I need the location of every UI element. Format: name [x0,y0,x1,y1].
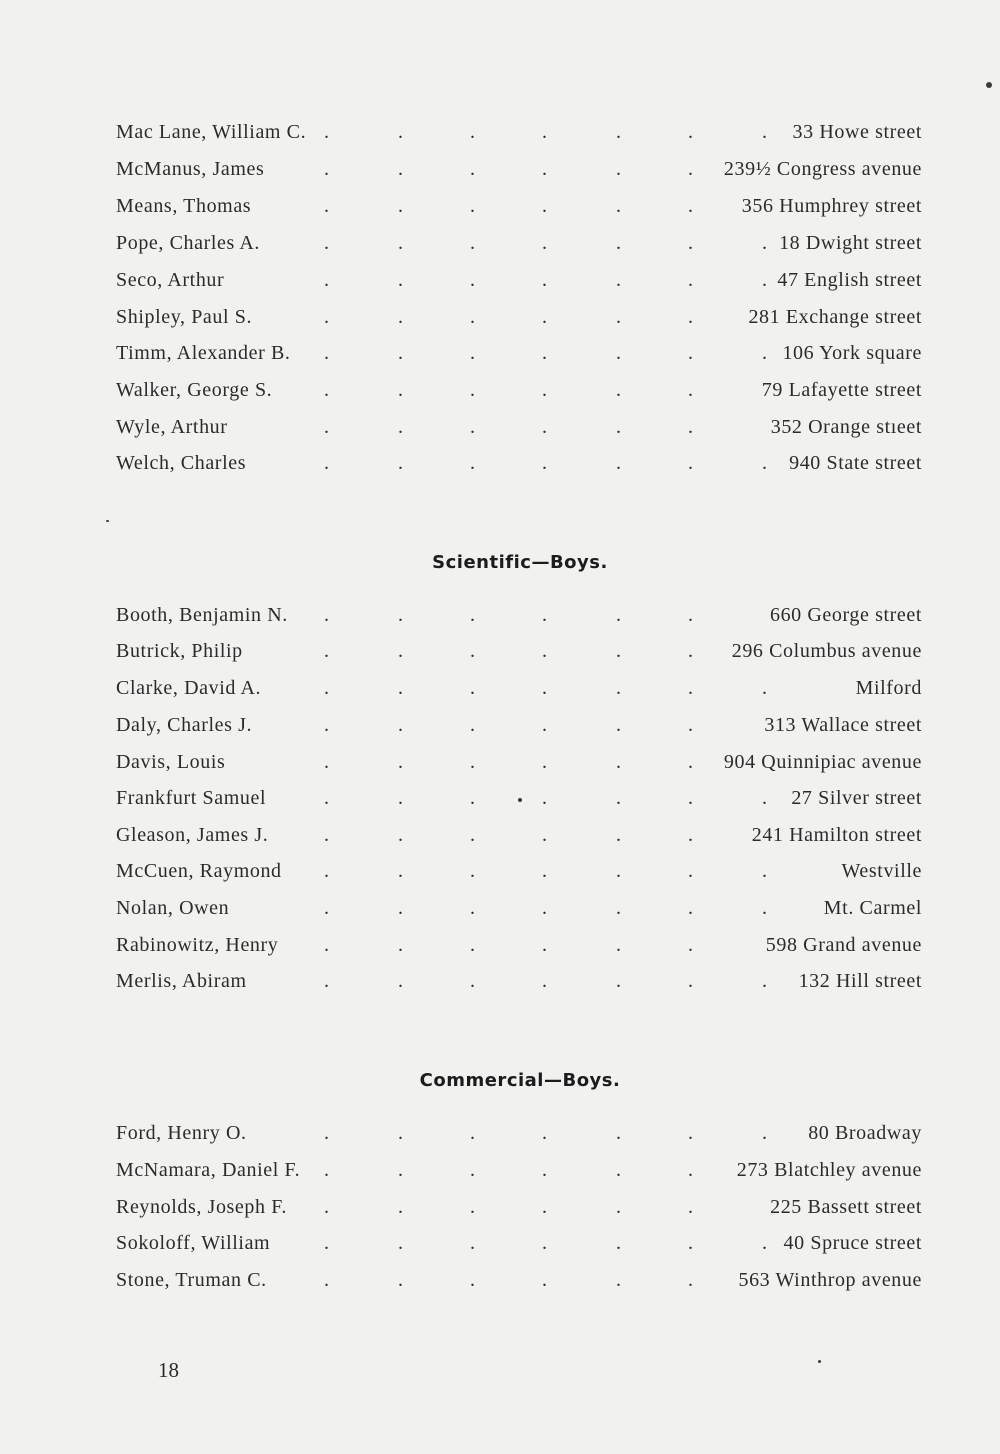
leader-dots [116,820,922,850]
student-name: Davis, Louis [116,751,226,773]
leader-dot: . [542,1196,548,1218]
directory-entry [116,893,922,923]
student-name: Walker, George S. [116,379,273,401]
leader-dot: . [616,824,622,846]
leader-dot: . [398,232,404,254]
leader-dot: . [542,232,548,254]
leader-dot: . [762,787,768,809]
leader-dots [116,265,922,295]
student-name: McManus, James [116,158,265,180]
leader-dots [116,893,922,923]
student-address: 352 Orange stıeet [770,416,922,438]
leader-dot: . [470,158,476,180]
leader-dot: . [542,342,548,364]
leader-dot: . [688,452,694,474]
leader-dot: . [616,970,622,992]
leader-dot: . [542,1159,548,1181]
leader-dot: . [688,677,694,699]
leader-dots [116,375,922,405]
student-name: Shipley, Paul S. [116,306,253,328]
leader-dot: . [398,121,404,143]
student-name: Nolan, Owen [116,897,230,919]
leader-dot: . [398,1232,404,1254]
leader-dot: . [542,677,548,699]
leader-dot: . [762,342,768,364]
leader-dot: . [398,970,404,992]
scan-speck [986,82,992,88]
leader-dot: . [688,269,694,291]
leader-dot: . [470,751,476,773]
leader-dot: . [398,1122,404,1144]
leader-dot: . [470,714,476,736]
leader-dot: . [616,379,622,401]
directory-entry [116,448,922,478]
leader-dot: . [470,677,476,699]
leader-dot: . [398,379,404,401]
leader-dot: . [398,416,404,438]
leader-dot: . [398,1269,404,1291]
leader-dot: . [542,121,548,143]
leader-dot: . [688,1159,694,1181]
leader-dot: . [542,452,548,474]
leader-dot: . [324,232,330,254]
leader-dot: . [688,158,694,180]
leader-dot: . [324,824,330,846]
leader-dot: . [616,1269,622,1291]
leader-dots [116,966,922,996]
directory-entry [116,228,922,258]
leader-dot: . [616,860,622,882]
leader-dot: . [398,195,404,217]
student-address: 660 George street [769,604,922,626]
leader-dot: . [762,1122,768,1144]
leader-dot: . [616,751,622,773]
leader-dot: . [470,1232,476,1254]
directory-entry [116,1228,922,1258]
section-heading: Scientific—Boys. [432,552,608,573]
leader-dot: . [470,195,476,217]
leader-dot: . [324,195,330,217]
directory-entry [116,636,922,666]
leader-dots [116,673,922,703]
leader-dot: . [398,751,404,773]
student-address: 225 Bassett street [770,1196,922,1218]
leader-dot: . [324,416,330,438]
student-address: 106 York square [782,342,922,364]
leader-dot: . [398,677,404,699]
leader-dot: . [688,640,694,662]
leader-dot: . [762,232,768,254]
leader-dot: . [688,787,694,809]
leader-dot: . [324,640,330,662]
leader-dot: . [542,934,548,956]
leader-dot: . [616,416,622,438]
leader-dots [116,302,922,332]
student-name: Rabinowitz, Henry [116,934,279,956]
leader-dot: . [762,897,768,919]
leader-dot: . [324,934,330,956]
leader-dot: . [470,1269,476,1291]
leader-dot: . [398,306,404,328]
leader-dot: . [542,860,548,882]
leader-dot: . [398,860,404,882]
directory-entry [116,856,922,886]
directory-entry [116,1118,922,1148]
leader-dots [116,1265,922,1295]
leader-dot: . [542,787,548,809]
leader-dot: . [398,897,404,919]
leader-dot: . [470,860,476,882]
student-name: McNamara, Daniel F. [116,1159,301,1181]
directory-entry [116,820,922,850]
leader-dot: . [616,232,622,254]
leader-dot: . [324,604,330,626]
leader-dot: . [470,787,476,809]
leader-dot: . [542,158,548,180]
leader-dot: . [688,824,694,846]
directory-entry [116,191,922,221]
leader-dot: . [398,934,404,956]
leader-dots [116,1192,922,1222]
leader-dot: . [470,640,476,662]
student-name: Frankfurt Samuel [116,787,267,809]
leader-dot: . [616,1159,622,1181]
leader-dot: . [470,379,476,401]
leader-dot: . [616,306,622,328]
student-name: Clarke, David A. [116,677,262,699]
leader-dot: . [324,677,330,699]
directory-entry [116,747,922,777]
leader-dot: . [688,1232,694,1254]
scan-speck [106,520,109,522]
leader-dot: . [324,342,330,364]
leader-dot: . [324,787,330,809]
student-address: 281 Exchange street [748,306,922,328]
student-name: Pope, Charles A. [116,232,261,254]
leader-dot: . [470,1122,476,1144]
student-name: Sokoloff, William [116,1232,271,1254]
leader-dot: . [542,195,548,217]
leader-dot: . [542,379,548,401]
leader-dots [116,154,922,184]
leader-dots [116,338,922,368]
leader-dot: . [398,452,404,474]
leader-dots [116,636,922,666]
directory-entry [116,966,922,996]
student-address: 18 Dwight street [779,232,922,254]
directory-entry [116,265,922,295]
leader-dot: . [470,342,476,364]
leader-dot: . [542,604,548,626]
leader-dot: . [616,714,622,736]
leader-dot: . [324,121,330,143]
directory-entry [116,302,922,332]
leader-dots [116,412,922,442]
scan-speck [518,798,522,802]
leader-dot: . [470,306,476,328]
leader-dot: . [688,195,694,217]
student-address: 40 Spruce street [783,1232,922,1254]
leader-dots [116,856,922,886]
leader-dots [116,117,922,147]
leader-dot: . [324,452,330,474]
leader-dot: . [616,604,622,626]
leader-dot: . [616,1122,622,1144]
leader-dot: . [616,640,622,662]
leader-dot: . [324,1269,330,1291]
leader-dot: . [688,379,694,401]
student-address: Milford [855,677,922,699]
leader-dot: . [616,452,622,474]
leader-dot: . [398,787,404,809]
student-name: Mac Lane, William C. [116,121,307,143]
leader-dot: . [616,897,622,919]
student-name: Welch, Charles [116,452,247,474]
student-name: McCuen, Raymond [116,860,282,882]
leader-dot: . [616,121,622,143]
student-name: Booth, Benjamin N. [116,604,288,626]
leader-dot: . [542,1122,548,1144]
leader-dot: . [688,1269,694,1291]
directory-entry [116,1155,922,1185]
leader-dot: . [762,269,768,291]
student-address: 940 State street [789,452,922,474]
leader-dot: . [324,379,330,401]
leader-dot: . [616,195,622,217]
directory-entry [116,1192,922,1222]
leader-dot: . [324,714,330,736]
directory-entry [116,412,922,442]
directory-entry [116,673,922,703]
leader-dot: . [398,158,404,180]
student-address: 47 English street [777,269,922,291]
student-address: Mt. Carmel [823,897,922,919]
leader-dot: . [616,1232,622,1254]
leader-dot: . [762,452,768,474]
leader-dot: . [398,640,404,662]
leader-dot: . [324,860,330,882]
leader-dots [116,1155,922,1185]
leader-dot: . [542,306,548,328]
student-address: 313 Wallace street [764,714,922,736]
leader-dots [116,747,922,777]
leader-dot: . [470,824,476,846]
leader-dots [116,191,922,221]
directory-entry [116,600,922,630]
student-address: 296 Columbus avenue [731,640,922,662]
leader-dot: . [324,306,330,328]
student-address: 563 Winthrop avenue [738,1269,922,1291]
student-address: 80 Broadway [808,1122,922,1144]
leader-dot: . [470,452,476,474]
leader-dot: . [398,342,404,364]
leader-dot: . [688,1122,694,1144]
leader-dot: . [688,1196,694,1218]
leader-dots [116,1118,922,1148]
section-heading: Commercial—Boys. [419,1070,621,1091]
directory-entry [116,338,922,368]
student-address: 239½ Congress avenue [723,158,922,180]
leader-dots [116,710,922,740]
student-name: Merlis, Abiram [116,970,247,992]
leader-dots [116,1228,922,1258]
leader-dot: . [616,342,622,364]
leader-dot: . [616,269,622,291]
student-name: Daly, Charles J. [116,714,253,736]
leader-dot: . [688,751,694,773]
student-name: Seco, Arthur [116,269,225,291]
student-name: Gleason, James J. [116,824,269,846]
leader-dot: . [542,897,548,919]
leader-dot: . [616,1196,622,1218]
leader-dot: . [324,269,330,291]
leader-dot: . [688,860,694,882]
leader-dot: . [542,416,548,438]
leader-dot: . [616,787,622,809]
directory-entry [116,1265,922,1295]
student-name: Butrick, Philip [116,640,243,662]
leader-dot: . [542,1269,548,1291]
leader-dot: . [470,269,476,291]
directory-entry [116,117,922,147]
leader-dot: . [542,970,548,992]
leader-dot: . [398,1196,404,1218]
leader-dot: . [398,714,404,736]
leader-dot: . [398,604,404,626]
student-address: 33 Howe street [792,121,922,143]
leader-dot: . [542,824,548,846]
page-number: 18 [158,1358,179,1382]
leader-dots [116,930,922,960]
directory-entry [116,154,922,184]
leader-dot: . [470,1159,476,1181]
student-address: 273 Blatchley avenue [736,1159,922,1181]
student-address: Westville [841,860,922,882]
leader-dot: . [324,970,330,992]
leader-dot: . [470,232,476,254]
leader-dot: . [762,677,768,699]
leader-dot: . [470,934,476,956]
student-name: Ford, Henry O. [116,1122,247,1144]
leader-dots [116,600,922,630]
leader-dot: . [470,604,476,626]
leader-dot: . [324,751,330,773]
leader-dot: . [688,232,694,254]
leader-dot: . [324,1122,330,1144]
leader-dot: . [470,970,476,992]
student-address: 132 Hill street [798,970,922,992]
directory-entry [116,930,922,960]
student-name: Timm, Alexander B. [116,342,291,364]
leader-dot: . [616,677,622,699]
leader-dot: . [542,751,548,773]
leader-dot: . [324,1196,330,1218]
leader-dot: . [688,121,694,143]
leader-dot: . [470,416,476,438]
leader-dot: . [398,824,404,846]
leader-dot: . [688,342,694,364]
leader-dot: . [542,714,548,736]
leader-dots [116,448,922,478]
scan-speck [818,1360,821,1363]
student-address: 904 Quinnipiac avenue [723,751,922,773]
directory-entry [116,375,922,405]
leader-dot: . [762,860,768,882]
student-name: Stone, Truman C. [116,1269,267,1291]
leader-dot: . [324,158,330,180]
leader-dot: . [398,269,404,291]
leader-dot: . [688,970,694,992]
leader-dot: . [470,1196,476,1218]
leader-dot: . [542,269,548,291]
leader-dot: . [688,897,694,919]
student-address: 598 Grand avenue [765,934,922,956]
student-address: 241 Hamilton street [751,824,922,846]
leader-dots [116,228,922,258]
student-name: Means, Thomas [116,195,252,217]
directory-entry [116,710,922,740]
leader-dot: . [616,934,622,956]
leader-dot: . [762,121,768,143]
leader-dot: . [688,714,694,736]
leader-dot: . [470,897,476,919]
leader-dot: . [688,604,694,626]
student-address: 356 Humphrey street [741,195,922,217]
leader-dot: . [762,1232,768,1254]
leader-dot: . [324,897,330,919]
student-name: Reynolds, Joseph F. [116,1196,287,1218]
student-address: 79 Lafayette street [761,379,922,401]
leader-dot: . [324,1232,330,1254]
student-address: 27 Silver street [791,787,922,809]
leader-dot: . [688,306,694,328]
leader-dot: . [324,1159,330,1181]
leader-dot: . [688,934,694,956]
leader-dot: . [470,121,476,143]
leader-dot: . [688,416,694,438]
student-name: Wyle, Arthur [116,416,228,438]
leader-dot: . [542,640,548,662]
leader-dot: . [398,1159,404,1181]
leader-dot: . [616,158,622,180]
leader-dot: . [762,970,768,992]
leader-dot: . [542,1232,548,1254]
